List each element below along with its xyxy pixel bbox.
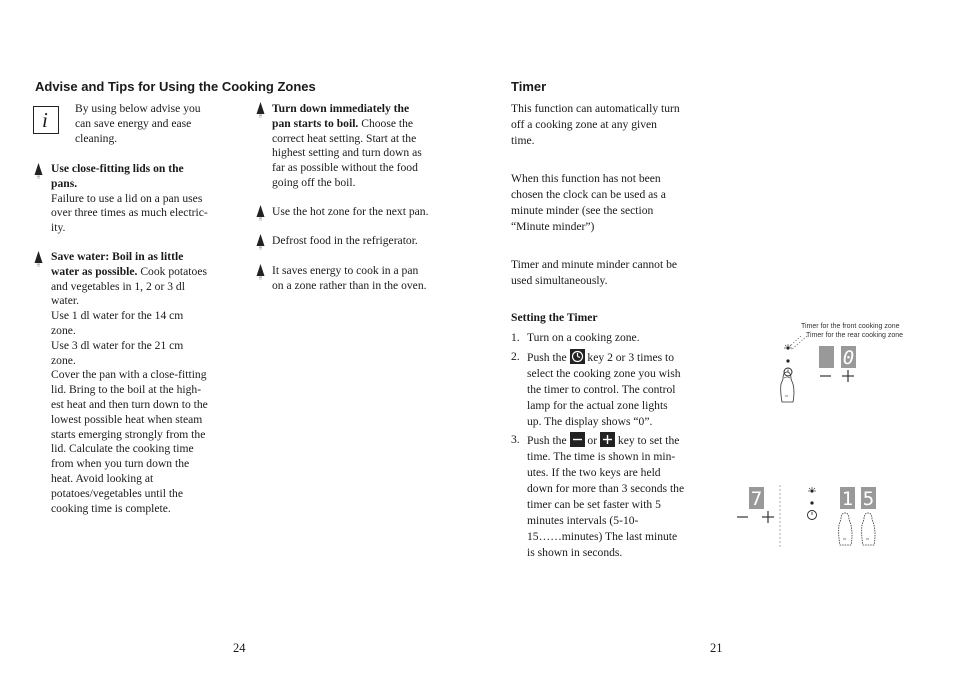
left-page-heading: Advise and Tips for Using the Cooking Zones bbox=[35, 79, 316, 94]
page-number-left: 24 bbox=[233, 641, 246, 655]
svg-text:≈: ≈ bbox=[843, 537, 847, 543]
timer-figure-set bbox=[733, 481, 883, 551]
svg-text:7: 7 bbox=[750, 488, 763, 510]
svg-text:!!!: !!! bbox=[258, 113, 263, 118]
svg-text:!!!: !!! bbox=[36, 174, 41, 179]
svg-text:1: 1 bbox=[841, 488, 854, 510]
warning-triangle-icon bbox=[256, 264, 265, 280]
timer-heading: Timer bbox=[511, 79, 547, 94]
figure-label-rear: Timer for the rear cooking zone bbox=[806, 332, 904, 339]
setting-timer-subheading: Setting the Timer bbox=[511, 311, 598, 324]
plus-key-icon bbox=[600, 432, 615, 447]
tip-lids: Use close-fitting lids on the pans. Failure to use a lid on a pan uses over three times as much electric- ity. bbox=[51, 162, 208, 235]
svg-text:0: 0 bbox=[842, 347, 855, 369]
tip-energy: It saves energy to cook in a pan on a zone rather than in the oven. bbox=[272, 264, 427, 292]
intro-text: By using below advise you can save energy and ease cleaning. bbox=[75, 102, 201, 145]
tip-save-water: Save water: Boil in as little water as possible. Cook potatoes and vegetables in 1, 2 or 3 dl water. Use 1 dl water for the 14 cm zone. Use 3 dl water for the 21 cm zone. Cover the pan with a close-fitting lid. Bring to the boil at the high- est heat and then turn down to the lowest possible heat when steam starts emerging strongly from the lid. Calculate the cooking time from when you turn down the heat. Avoid looking at potatoes/vegetables until the cooking time is complete. bbox=[51, 250, 208, 515]
warning-triangle-icon bbox=[34, 251, 43, 267]
timer-minute-minder-text: When this function has not been chosen the clock can be used as a minute minder (see the section “Minute minder”) bbox=[511, 172, 666, 233]
page-number-right: 21 bbox=[710, 641, 723, 655]
warning-triangle-icon bbox=[34, 163, 43, 179]
timer-figure-select bbox=[775, 336, 865, 408]
minus-key-icon bbox=[570, 432, 585, 447]
timer-key-icon bbox=[570, 349, 585, 364]
warning-triangle-icon bbox=[256, 102, 265, 118]
lamp-icon bbox=[784, 344, 792, 350]
svg-text:5: 5 bbox=[862, 488, 875, 510]
timer-simultaneous-note: Timer and minute minder cannot be used simultaneously. bbox=[511, 258, 678, 287]
svg-text:!!!: !!! bbox=[36, 262, 41, 267]
tip-turn-down: Turn down immediately the pan starts to boil. Choose the correct heat setting. Start at the highest setting and turn down as far as possible without the food going off the boil. bbox=[272, 102, 422, 189]
tip-hot-zone: Use the hot zone for the next pan. bbox=[272, 205, 429, 218]
svg-text:!!!: !!! bbox=[258, 245, 263, 250]
svg-text:≈: ≈ bbox=[866, 537, 870, 543]
tip-defrost: Defrost food in the refrigerator. bbox=[272, 234, 418, 247]
svg-text:!!!: !!! bbox=[258, 275, 263, 280]
warning-triangle-icon bbox=[256, 234, 265, 250]
warning-triangle-icon bbox=[256, 205, 265, 221]
info-icon: i bbox=[33, 106, 59, 134]
timer-intro: This function can automatically turn off a cooking zone at any given time. bbox=[511, 102, 680, 147]
figure-label-front: Timer for the front cooking zone bbox=[801, 323, 900, 330]
lamp-icon bbox=[808, 487, 816, 493]
svg-text:!!!: !!! bbox=[258, 216, 263, 221]
svg-text:≈: ≈ bbox=[785, 394, 789, 400]
